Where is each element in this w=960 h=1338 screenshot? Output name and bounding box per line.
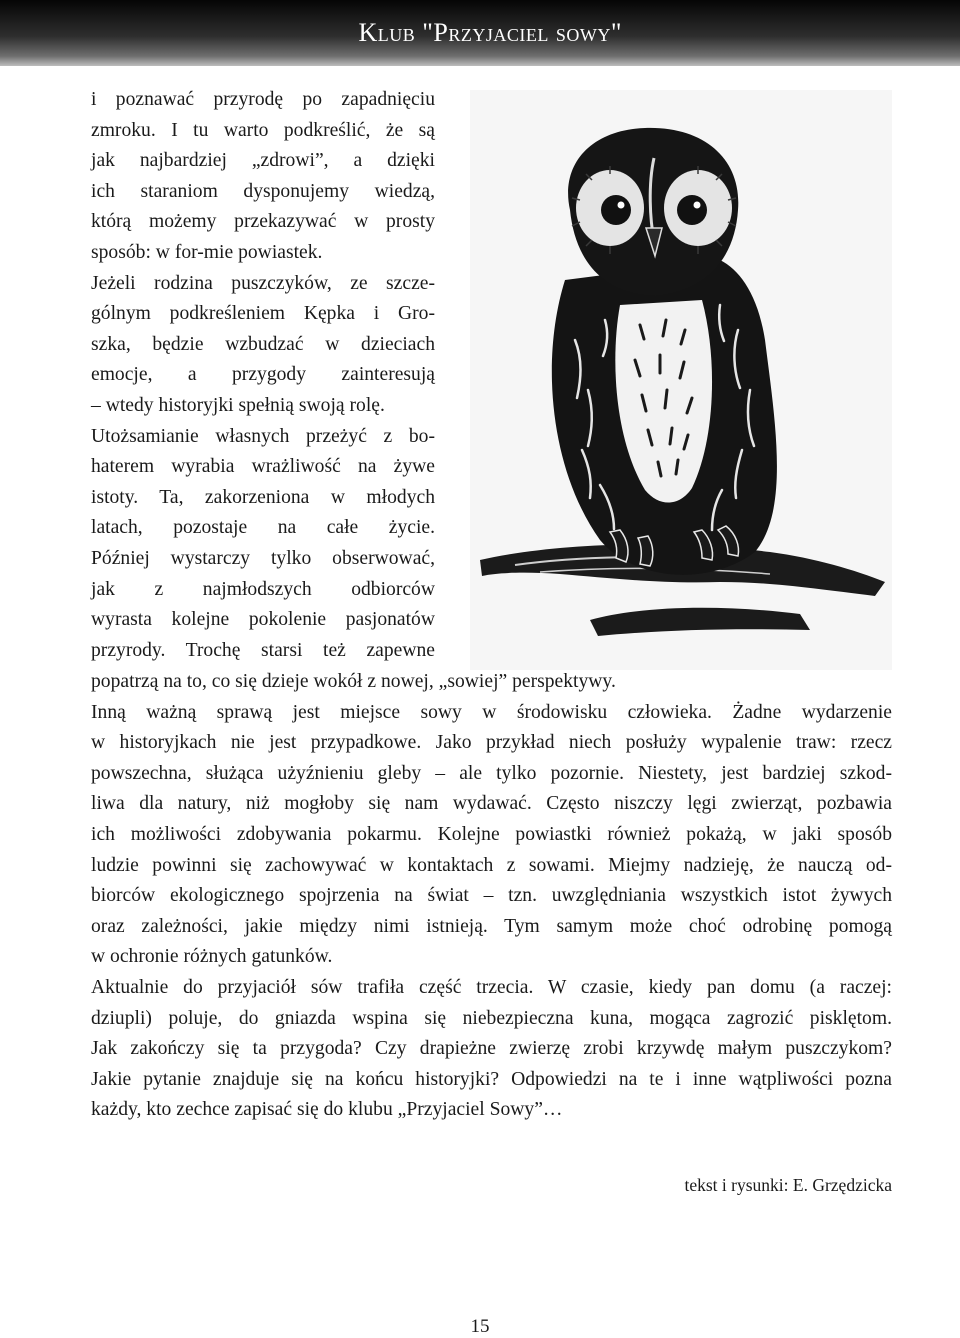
- owl-illustration: [470, 90, 892, 670]
- text-line: sposób: w for-mie powiastek.: [91, 241, 323, 263]
- text-line: istoty. Ta, zakorzeniona w młodych: [91, 486, 435, 508]
- text-line: ludzie powinni się zachowywać w kontaktach z sowami. Miejmy nadzieję, że nauczą od-: [91, 854, 892, 876]
- text-line: w ochronie różnych gatunków.: [91, 946, 333, 968]
- text-line: jak najbardziej „zdrowi”, a dzięki: [91, 150, 435, 172]
- text-line: zmroku. I tu warto podkreślić, że są: [91, 119, 435, 141]
- page-header: [0, 0, 960, 66]
- text-line: haterem wyrabia wrażliwość na żywe: [91, 456, 435, 478]
- text-line: Jeżeli rodzina puszczyków, ze szcze-: [91, 272, 435, 294]
- text-line: ich staraniom dysponujemy wiedzą,: [91, 180, 435, 202]
- text-column: [91, 85, 435, 666]
- text-line: liwa dla natury, niż mogłoby się nam wydawać. Często niszczy lęgi zwierząt, pozbawia: [91, 793, 892, 815]
- text-line: oraz zależności, jakie między nimi istnieją. Tym samym może choć odrobinę pomogą: [91, 915, 892, 937]
- text-line: emocje, a przygody zainteresują: [91, 364, 435, 386]
- text-line: Później wystarczy tylko obserwować,: [91, 547, 435, 569]
- text-line: – wtedy historyjki spełnią swoją rolę.: [91, 394, 385, 416]
- text-line: Aktualnie do przyjaciół sów trafiła część trzecia. W czasie, kiedy pan domu (a raczej:: [91, 976, 892, 998]
- header-title: Klub "Przyjaciel sowy": [358, 18, 622, 47]
- text-line: dziupli) poluje, do gniazda wspina się niebezpieczna kuna, mogąca zagrozić pisklętom.: [91, 1007, 892, 1029]
- owl-drawing: [470, 90, 892, 670]
- text-line: biorców ekologicznego spojrzenia na świat – tzn. uwzględniania wszystkich istot żywych: [91, 885, 892, 907]
- text-full-width: [91, 667, 892, 1126]
- text-line: Jakie pytanie znajduje się na końcu historyjki? Odpowiedzi na te i inne wątpliwości pozna: [91, 1068, 892, 1090]
- text-line: latach, pozostaje na całe życie.: [91, 517, 435, 539]
- text-line: Jak zakończy się ta przygoda? Czy drapieżne zwierzę zrobi krzywdę małym puszczykom?: [91, 1038, 892, 1060]
- text-line: jak z najmłodszych odbiorców: [91, 578, 435, 600]
- text-line: popatrzą na to, co się dzieje wokół z nowej, „sowiej” perspektywy.: [91, 671, 616, 692]
- text-line: ich możliwości zdobywania pokarmu. Kolejne powiastki również pokażą, w jaki sposób: [91, 823, 892, 845]
- text-line: którą możemy przekazywać w prosty: [91, 211, 435, 233]
- text-line: przyrody. Trochę starsi też zapewne: [91, 639, 435, 661]
- text-line: gólnym podkreśleniem Kępka i Gro-: [91, 303, 435, 325]
- text-line: każdy, kto zechce zapisać się do klubu „Przyjaciel Sowy”…: [91, 1099, 563, 1121]
- author-credit: tekst i rysunki: E. Grzędzicka: [684, 1175, 892, 1195]
- text-line: w historyjkach nie jest przypadkowe. Jako przykład niech posłuży wypalenie traw: rzecz: [91, 732, 892, 754]
- text-line: Utożsamianie własnych przeżyć z bo-: [91, 425, 435, 447]
- page-number: 15: [470, 1316, 490, 1337]
- text-line: szka, będzie wzbudzać w dzieciach: [91, 333, 435, 355]
- text-line: Inną ważną sprawą jest miejsce sowy w środowisku człowieka. Żadne wydarzenie: [91, 701, 892, 723]
- text-line: i poznawać przyrodę po zapadnięciu: [91, 89, 435, 110]
- text-line: powszechna, służąca użyźnieniu gleby – ale tylko pozornie. Niestety, jest bardziej szkod-: [91, 762, 892, 784]
- text-line: wyrasta kolejne pokolenie pasjonatów: [91, 609, 435, 631]
